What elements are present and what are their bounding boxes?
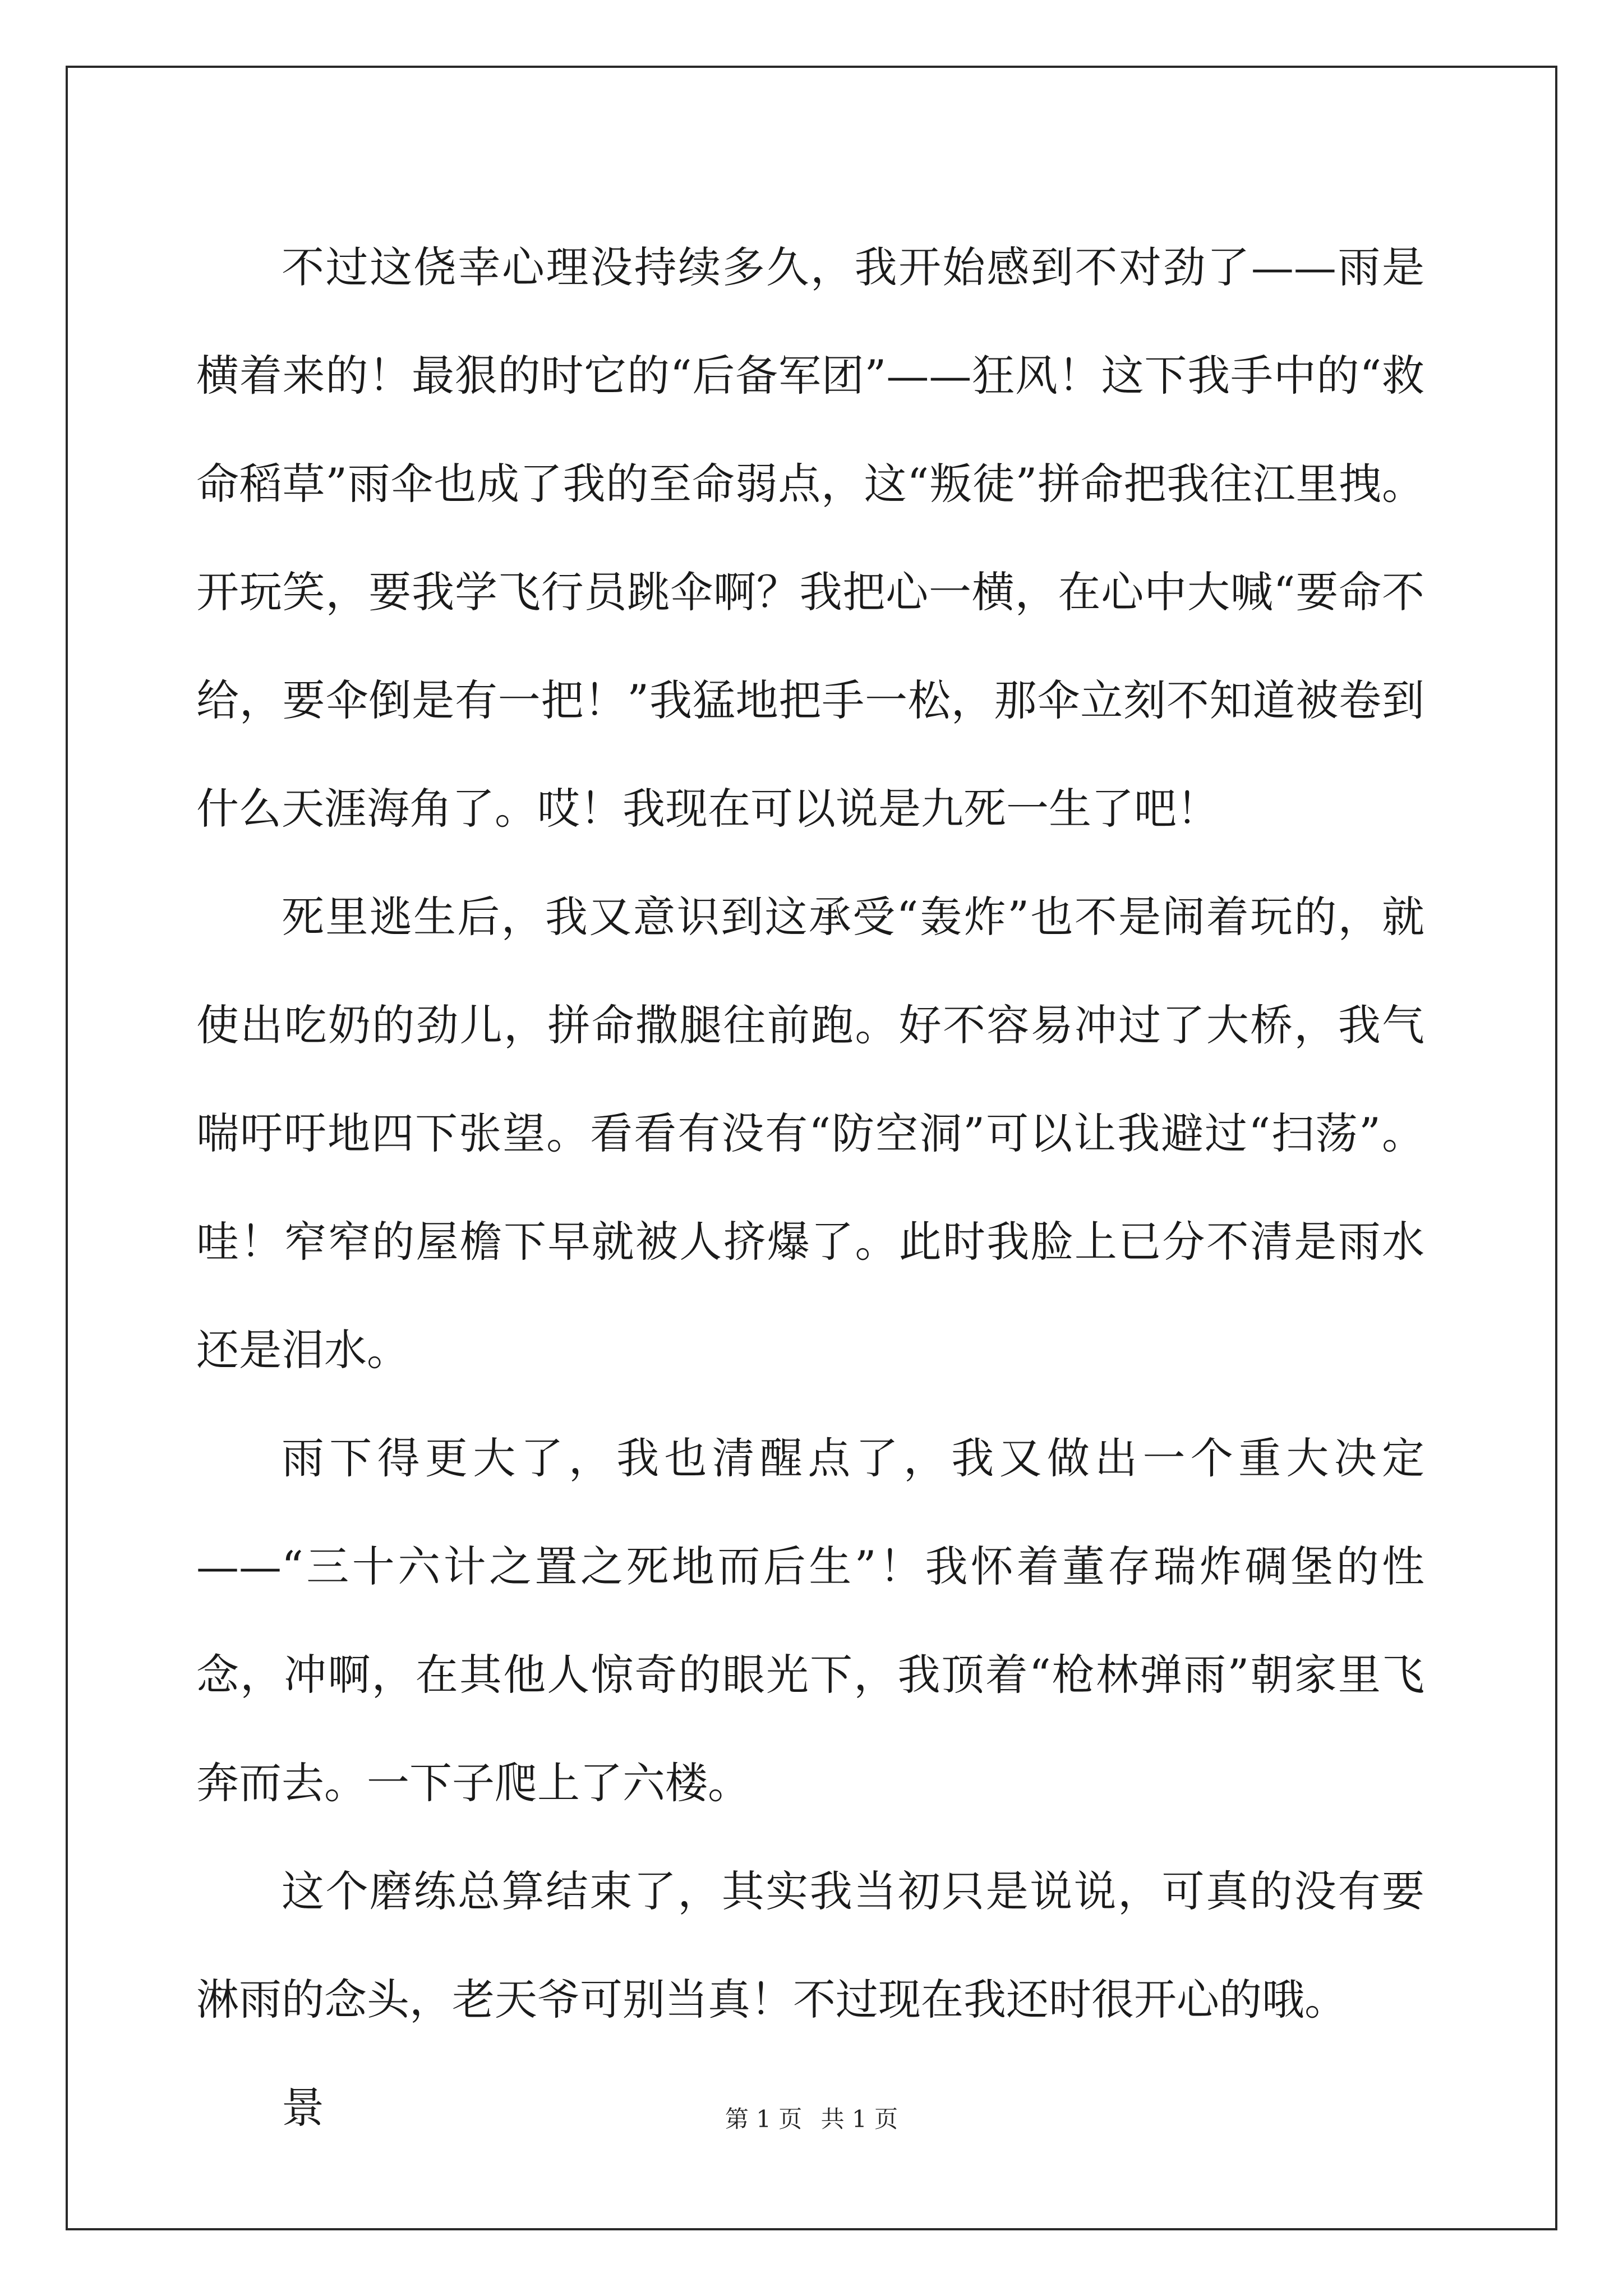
paragraph-1: 不过这侥幸心理没持续多久，我开始感到不对劲了——雨是横着来的！最狠的时它的“后备军团”——狂风！这下我手中的“救命稻草”雨伞也成了我的至命弱点，这“叛徒”拼命把我往江里拽。开玩笑，要我学飞行员跳伞啊？我把心一横，在心中大喊“要命不给，要伞倒是有一把！”我猛地把手一松，那伞立刻不知道被卷到什么天涯海角了。哎！我现在可以说是九死一生了吧！ — [196, 242, 1424, 834]
page-number: 第 1 页 — [725, 2105, 803, 2133]
page-footer — [0, 2101, 1623, 2134]
paragraph-3: 雨下得更大了，我也清醒点了，我又做出一个重大决定——“三十六计之置之死地而后生”！我怀着董存瑞炸碉堡的性念，冲啊，在其他人惊奇的眼光下，我顶着“枪林弹雨”朝家里飞奔而去。一下子爬上了六楼。 — [196, 1433, 1424, 1808]
paragraph-5: 景 — [282, 2083, 324, 2133]
paragraph-2: 死里逃生后，我又意识到这承受“轰炸”也不是闹着玩的，就使出吃奶的劲儿，拼命撒腿往前跑。好不容易冲过了大桥，我气喘吁吁地四下张望。看看有没有“防空洞”可以让我避过“扫荡”。哇！窄窄的屋檐下早就被人挤爆了。此时我脸上已分不清是雨水还是泪水。 — [196, 892, 1424, 1375]
document-body — [196, 213, 1424, 2162]
page-total: 共 1 页 — [820, 2105, 898, 2133]
paragraph-4: 这个磨练总算结束了，其实我当初只是说说，可真的没有要淋雨的念头，老天爷可别当真！不过现在我还时很开心的哦。 — [196, 1866, 1424, 2024]
